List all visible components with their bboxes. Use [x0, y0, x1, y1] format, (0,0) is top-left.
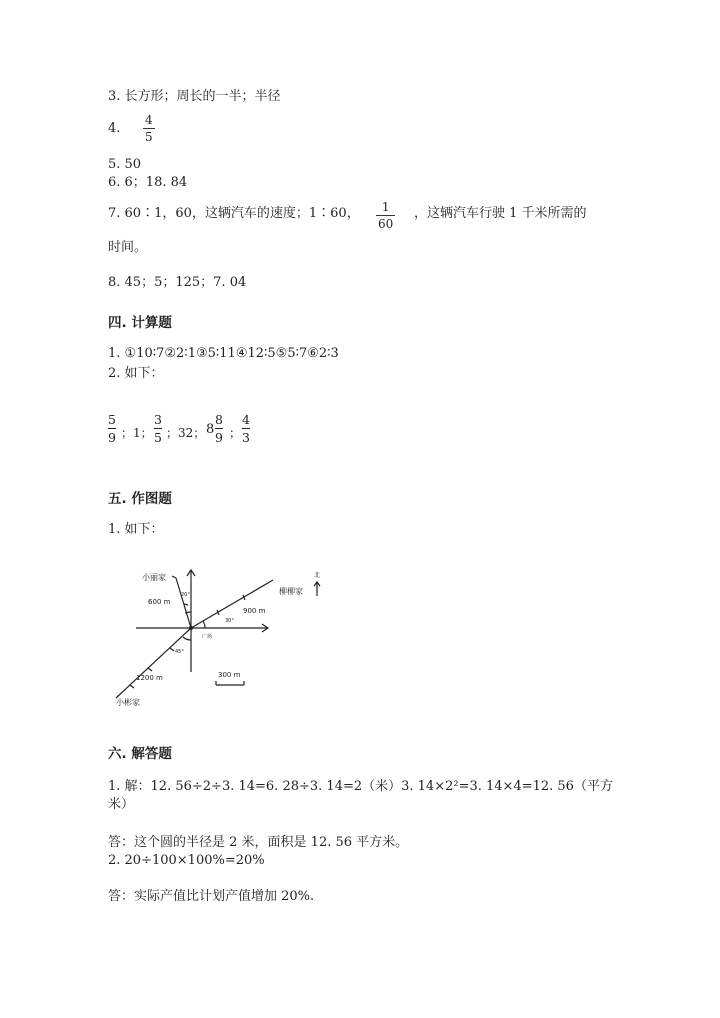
answer-5: 5. 50: [108, 157, 142, 172]
label-xiaobin: 小彬家: [116, 698, 140, 707]
route-xiaobin: [116, 628, 191, 698]
answer-7-part-c: 时间。: [108, 240, 148, 255]
solve-answer-1-line-1: 1. 解：12. 56÷2÷3. 14=6. 28÷3. 14=2（米）3. 14×2²=3. 14×4=12. 56（平方: [108, 779, 613, 794]
solve-answer-1-line-2: 米）: [108, 797, 135, 812]
solve-answer-2-conclusion: 答：实际产值比计划产值增加 20%.: [108, 889, 315, 904]
answer-7-fraction: [376, 200, 395, 231]
answer-4-label: 4.: [108, 121, 121, 136]
section-4-title: 四. 计算题: [108, 315, 172, 331]
drawing-answer-1-label: 1. 如下：: [108, 522, 164, 537]
result-separator: ；32；: [166, 426, 206, 440]
label-scale: 300 m: [218, 671, 241, 679]
label-d-xiaoli: 600 m: [148, 598, 171, 606]
label-liuliu: 柳柳家: [279, 587, 303, 596]
solve-answer-2: 2. 20÷100×100%=20%: [108, 853, 265, 868]
answer-4-fraction: [143, 113, 155, 144]
label-center: 广场: [202, 634, 213, 640]
label-angle-xiaobin: 45°: [175, 649, 184, 655]
answer-7-part-b: ，这辆汽车行驶 1 千米所需的: [414, 206, 587, 221]
label-d-xiaobin: 1200 m: [136, 674, 163, 682]
result-whole-number: 8: [206, 422, 215, 437]
answer-7-part-a: 7. 60∶1，60，这辆汽车的速度；1∶60，: [108, 206, 360, 221]
result-fraction: 4 3: [242, 412, 250, 445]
section-5-title: 五. 作图题: [108, 491, 172, 507]
center-point: [189, 626, 193, 630]
label-angle-xiaoli: 20°: [181, 592, 190, 598]
calc-answer-2-label: 2. 如下：: [108, 366, 164, 381]
answer-3: 3. 长方形；周长的一半；半径: [108, 89, 281, 104]
answer-8: 8. 45；5；125；7. 04: [108, 275, 247, 290]
answer-6: 6. 6；18. 84: [108, 175, 188, 190]
direction-map-diagram: [108, 560, 338, 710]
label-xiaoli: 小丽家: [142, 573, 166, 582]
result-fraction: 3 5: [154, 412, 162, 445]
fraction-numerator: 1: [381, 200, 390, 214]
label-angle-liuliu: 30°: [225, 618, 234, 624]
label-d-liuliu: 900 m: [243, 607, 266, 615]
fraction-denominator: 60: [378, 217, 394, 231]
route-xiaoli: [176, 578, 191, 628]
fraction-denominator: 5: [145, 130, 153, 144]
calc-answer-1: 1. ①10∶7②2∶1③5∶11④12∶5⑤5∶7⑥2∶3: [108, 346, 339, 361]
result-separator: ；1；: [121, 426, 153, 440]
label-north: 北: [314, 572, 321, 579]
result-fraction: 8 9: [215, 412, 223, 445]
result-fraction: 5 9: [108, 412, 116, 445]
result-separator: ；: [229, 426, 242, 440]
fraction-numerator: 4: [145, 113, 153, 127]
solve-answer-1-conclusion: 答：这个圆的半径是 2 米，面积是 12. 56 平方米。: [108, 835, 409, 850]
section-6-title: 六. 解答题: [108, 746, 172, 762]
